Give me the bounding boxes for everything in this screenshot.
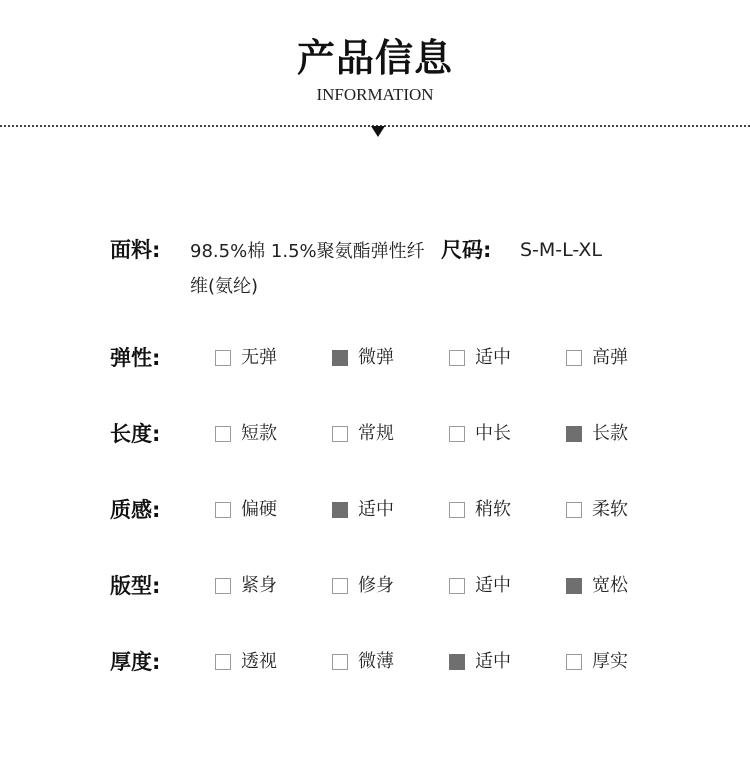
option-label: 紧身 [241,575,277,596]
option-label: 厚实 [592,651,628,672]
checkbox[interactable] [566,350,582,366]
checkbox[interactable] [449,350,465,366]
attribute-label-elasticity: 弹性: [110,346,161,370]
option-label: 透视 [241,651,277,672]
checkbox[interactable] [566,426,582,442]
checkbox[interactable] [449,654,465,670]
size-label: 尺码: [441,238,492,262]
option-label: 修身 [358,575,394,596]
option-label: 微薄 [358,651,394,672]
option-label: 偏硬 [241,499,277,520]
option-elasticity-4[interactable] [566,345,628,371]
option-texture-3[interactable] [449,497,511,523]
option-label: 宽松 [592,575,628,596]
option-length-1[interactable] [215,421,277,447]
checkbox[interactable] [332,426,348,442]
fabric-value: 98.5%棉 1.5%聚氨酯弹性纤维(氨纶) [190,241,425,297]
option-thickness-4[interactable] [566,649,628,675]
option-length-2[interactable] [332,421,394,447]
size-value: S-M-L-XL [520,239,602,261]
checkbox[interactable] [566,654,582,670]
checkbox[interactable] [215,502,231,518]
attribute-label-length: 长度: [110,422,161,446]
section-subtitle: INFORMATION [316,85,434,104]
option-label: 适中 [475,575,511,596]
option-label: 柔软 [592,499,628,520]
section-title: 产品信息 [296,36,453,80]
checkbox[interactable] [215,426,231,442]
option-elasticity-3[interactable] [449,345,511,371]
option-label: 适中 [475,651,511,672]
checkbox[interactable] [215,350,231,366]
option-fit-1[interactable] [215,573,277,599]
option-label: 适中 [358,499,394,520]
attribute-label-texture: 质感: [110,498,161,522]
option-thickness-2[interactable] [332,649,394,675]
option-thickness-3[interactable] [449,649,511,675]
checkbox[interactable] [449,502,465,518]
option-fit-4[interactable] [566,573,628,599]
checkbox[interactable] [215,654,231,670]
checkbox[interactable] [449,426,465,442]
checkbox[interactable] [215,578,231,594]
attribute-label-fit: 版型: [110,574,161,598]
option-label: 长款 [592,423,628,444]
option-length-3[interactable] [449,421,511,447]
option-label: 适中 [475,347,511,368]
option-elasticity-2[interactable] [332,345,394,371]
attribute-label-thickness: 厚度: [110,650,161,674]
checkbox[interactable] [449,578,465,594]
triangle-down-icon [371,126,385,137]
option-thickness-1[interactable] [215,649,277,675]
option-length-4[interactable] [566,421,628,447]
option-label: 微弹 [358,347,394,368]
checkbox[interactable] [566,578,582,594]
checkbox[interactable] [332,654,348,670]
option-label: 常规 [358,423,394,444]
option-texture-2[interactable] [332,497,394,523]
checkbox[interactable] [332,578,348,594]
option-texture-1[interactable] [215,497,277,523]
checkbox[interactable] [332,350,348,366]
option-elasticity-1[interactable] [215,345,277,371]
checkbox[interactable] [566,502,582,518]
option-fit-2[interactable] [332,573,394,599]
option-label: 稍软 [475,499,511,520]
option-label: 无弹 [241,347,277,368]
option-fit-3[interactable] [449,573,511,599]
option-label: 中长 [475,423,511,444]
option-texture-4[interactable] [566,497,628,523]
option-label: 高弹 [592,347,628,368]
option-label: 短款 [241,423,277,444]
checkbox[interactable] [332,502,348,518]
fabric-label: 面料: [110,238,161,262]
